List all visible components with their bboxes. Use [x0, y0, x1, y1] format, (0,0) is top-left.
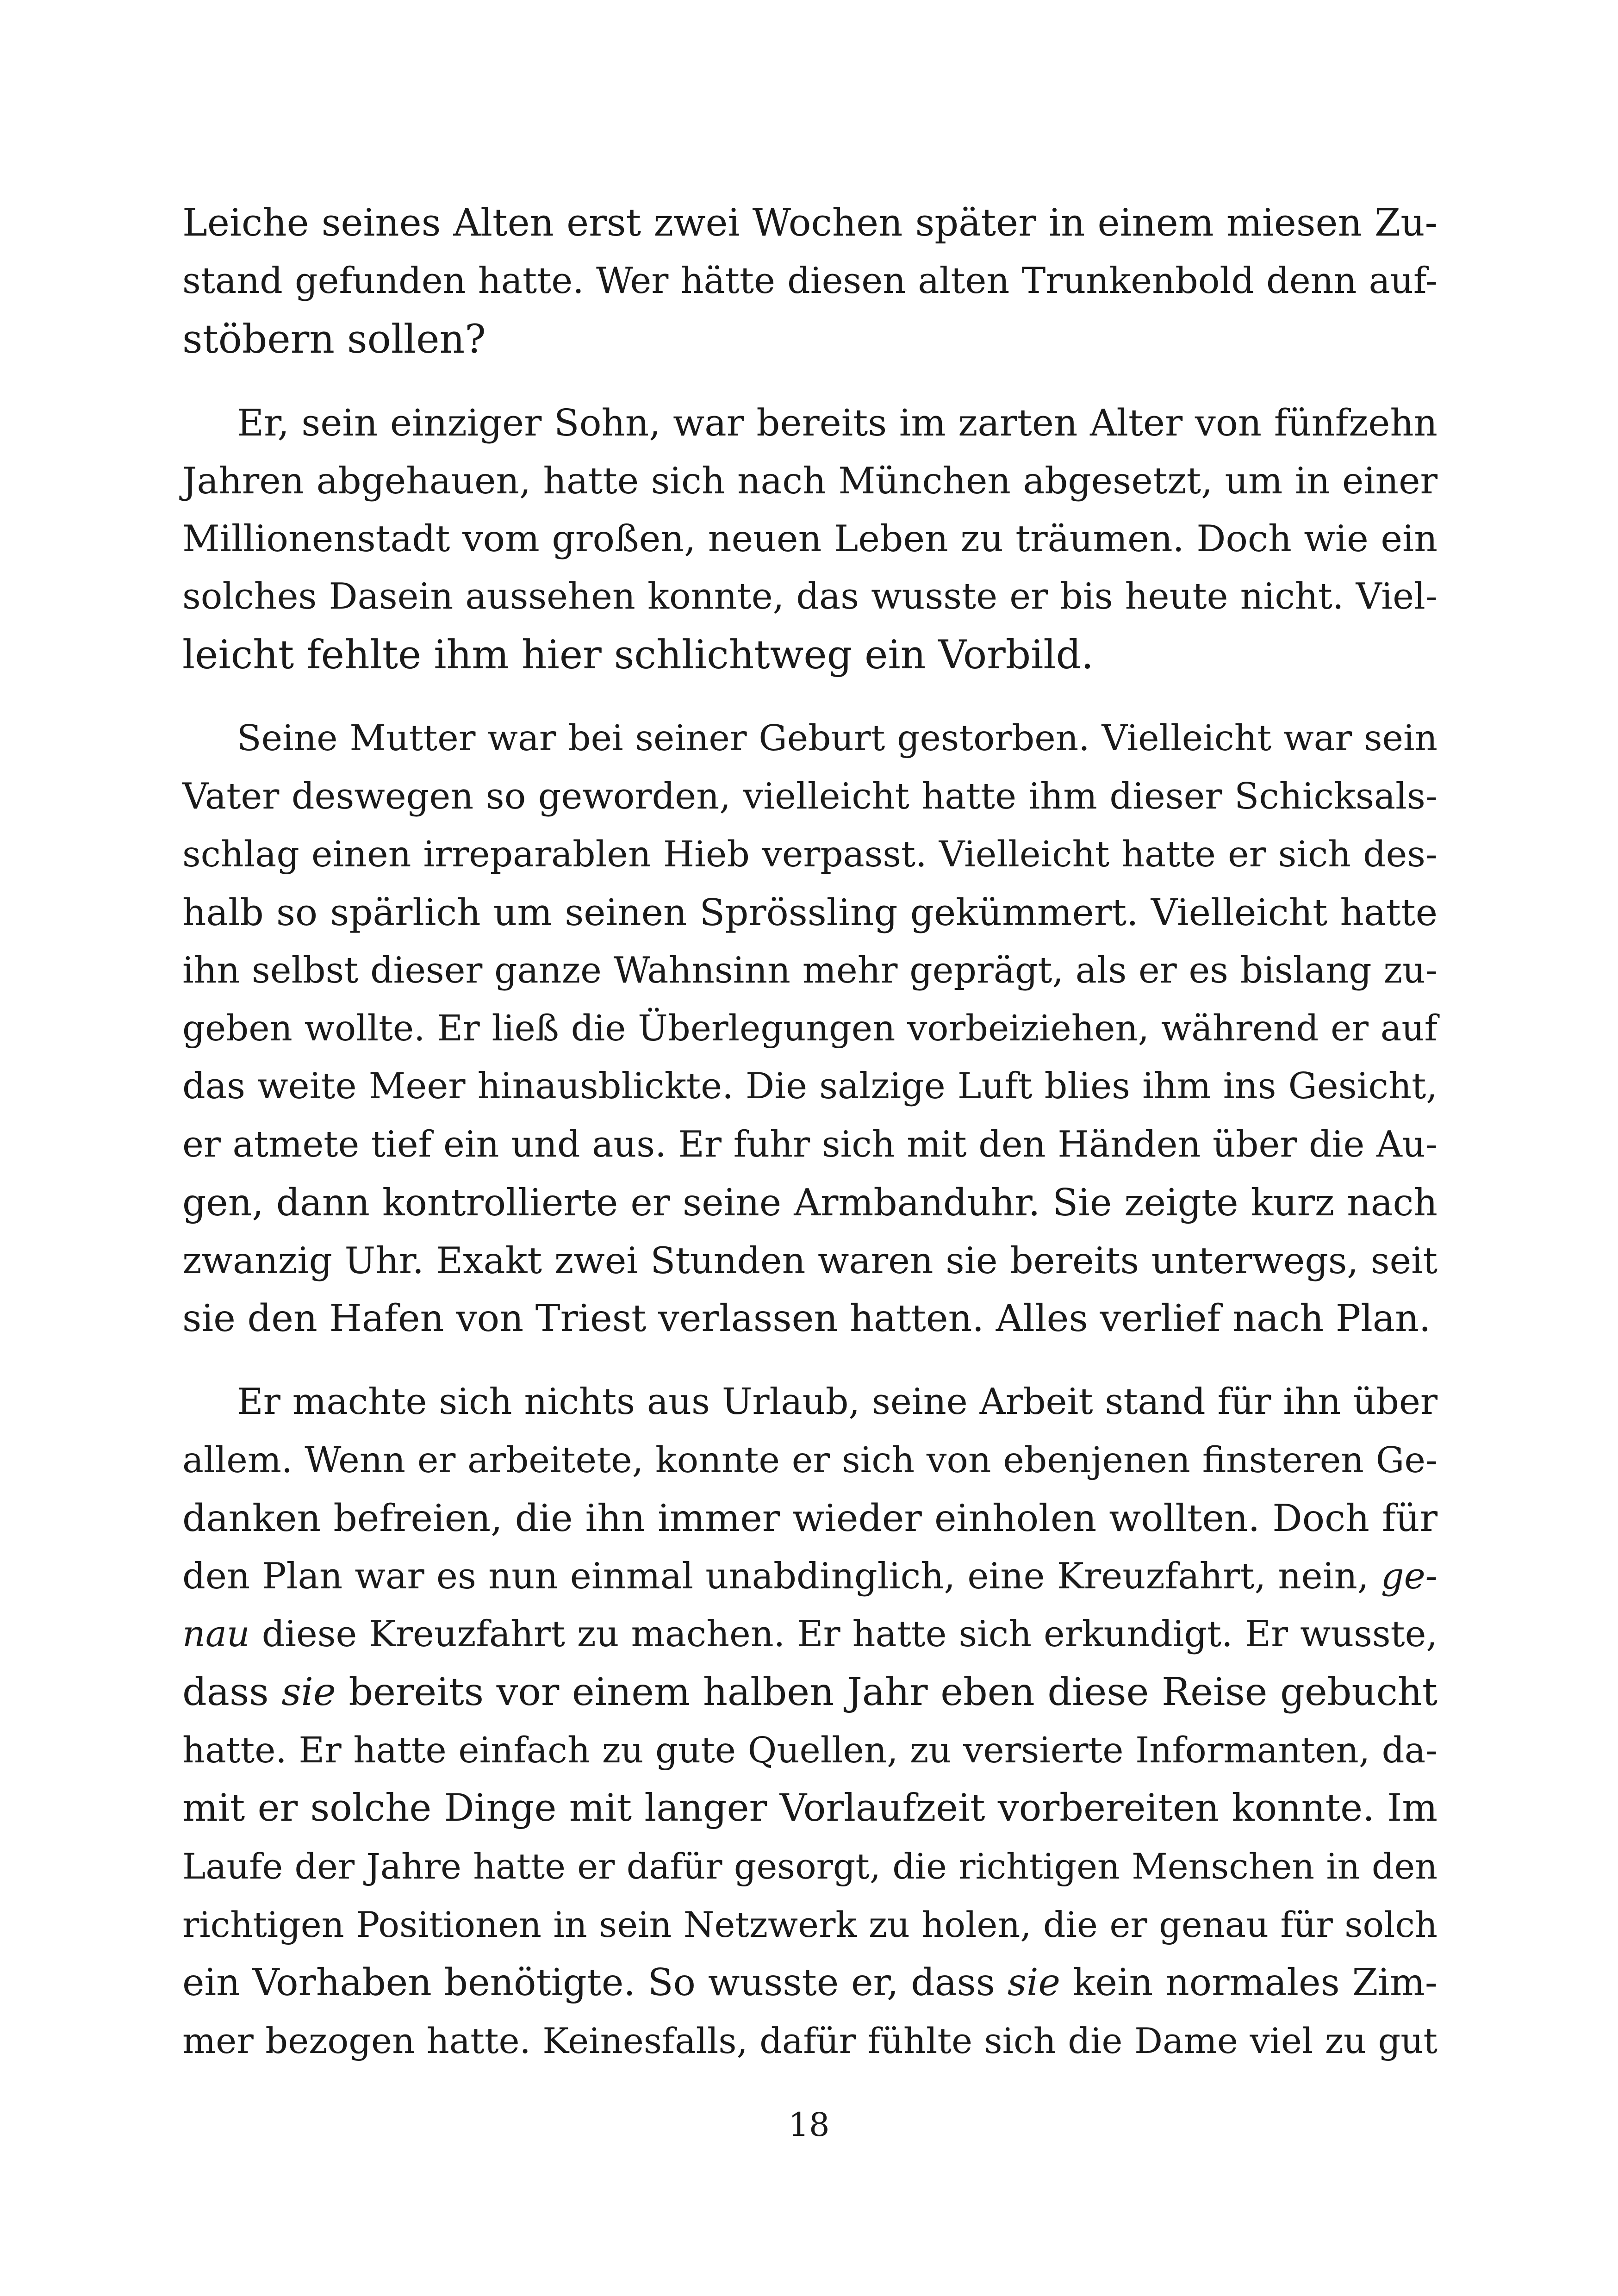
- text-line: er atmete tief ein und aus. Er fuhr sich mit den Händen über die Au-: [182, 1123, 1438, 1165]
- text-line: richtigen Positionen in sein Netzwerk zu holen, die er genau für solch: [182, 1904, 1438, 1945]
- text-segment: ein Vorhaben benötigte. So wusste er, dass: [182, 1961, 995, 2004]
- paragraph-gap: [182, 1348, 1438, 1373]
- text-line: stand gefunden hatte. Wer hätte diesen alten Trunkenbold denn auf-: [182, 260, 1438, 302]
- text-line: Leiche seines Alten erst zwei Wochen später in einem miesen Zu-: [182, 201, 1438, 245]
- text-segment: den Plan war es nun einmal unabdinglich, eine Kreuzfahrt, nein,: [182, 1555, 1369, 1597]
- text-line: danken befreien, die ihn immer wieder einholen wollten. Doch für: [182, 1496, 1438, 1540]
- emphasis-text: nau: [182, 1613, 250, 1655]
- text-line: Jahren abgehauen, hatte sich nach München abgesetzt, um in einer: [182, 460, 1438, 502]
- text-line: Er, sein einziger Sohn, war bereits im zarten Alter von fünfzehn: [237, 401, 1438, 445]
- paragraph-gap: [182, 368, 1438, 394]
- text-line: schlag einen irreparablen Hieb verpasst. Vielleicht hatte er sich des-: [182, 833, 1438, 875]
- text-line: [182, 1605, 1438, 1663]
- text-line: geben wollte. Er ließ die Überlegungen vorbeiziehen, während er auf: [182, 1008, 1438, 1050]
- text-line: sie den Hafen von Triest verlassen hatten. Alles verlief nach Plan.: [182, 1297, 1431, 1341]
- text-line: zwanzig Uhr. Exakt zwei Stunden waren sie bereits unterwegs, seit: [182, 1239, 1438, 1282]
- text-line: Seine Mutter war bei seiner Geburt gestorben. Vielleicht war sein: [237, 718, 1438, 759]
- text-line: Millionenstadt vom großen, neuen Leben zu träumen. Doch wie ein: [182, 517, 1438, 560]
- text-line: halb so spärlich um seinen Sprössling gekümmert. Vielleicht hatte: [182, 891, 1438, 934]
- text-line: leicht fehlte ihm hier schlichtweg ein Vorbild.: [182, 632, 1094, 678]
- text-line: [182, 1548, 1438, 1605]
- text-line: Er machte sich nichts aus Urlaub, seine Arbeit stand für ihn über: [237, 1381, 1438, 1423]
- text-line: mer bezogen hatte. Keinesfalls, dafür fühlte sich die Dame viel zu gut: [182, 2020, 1438, 2061]
- text-line: stöbern sollen?: [182, 316, 486, 362]
- text-segment: bereits vor einem halben Jahr eben diese Reise gebucht: [348, 1670, 1438, 1715]
- text-segment: diese Kreuzfahrt zu machen. Er hatte sich erkundigt. Er wusste,: [261, 1613, 1438, 1655]
- emphasis-text: ge-: [1381, 1555, 1438, 1597]
- text-segment: kein normales Zim-: [1072, 1961, 1438, 2004]
- body-text: [182, 194, 1438, 2070]
- emphasis-text: sie: [281, 1670, 336, 1715]
- page-number: 18: [788, 2106, 830, 2144]
- text-line: [182, 1954, 1438, 2011]
- emphasis-text: sie: [1007, 1961, 1061, 2004]
- text-line: gen, dann kontrollierte er seine Armbanduhr. Sie zeigte kurz nach: [182, 1181, 1438, 1225]
- text-segment: dass: [182, 1670, 269, 1715]
- text-line: allem. Wenn er arbeitete, konnte er sich von ebenjenen finsteren Ge-: [182, 1439, 1438, 1481]
- text-line: hatte. Er hatte einfach zu gute Quellen, zu versierte Informanten, da-: [182, 1730, 1438, 1771]
- text-line: mit er solche Dinge mit langer Vorlaufzeit vorbereiten konnte. Im: [182, 1786, 1438, 1830]
- text-line: solches Dasein aussehen konnte, das wusste er bis heute nicht. Viel-: [182, 576, 1438, 618]
- text-line: ihn selbst dieser ganze Wahnsinn mehr geprägt, als er es bislang zu-: [182, 949, 1438, 991]
- text-line: Laufe der Jahre hatte er dafür gesorgt, die richtigen Menschen in den: [182, 1846, 1438, 1887]
- text-line: das weite Meer hinausblickte. Die salzige Luft blies ihm ins Gesicht,: [182, 1065, 1438, 1108]
- paragraph-gap: [182, 684, 1438, 709]
- text-line: [182, 1663, 1438, 1721]
- text-line: Vater deswegen so geworden, vielleicht hatte ihm dieser Schicksals-: [182, 775, 1438, 817]
